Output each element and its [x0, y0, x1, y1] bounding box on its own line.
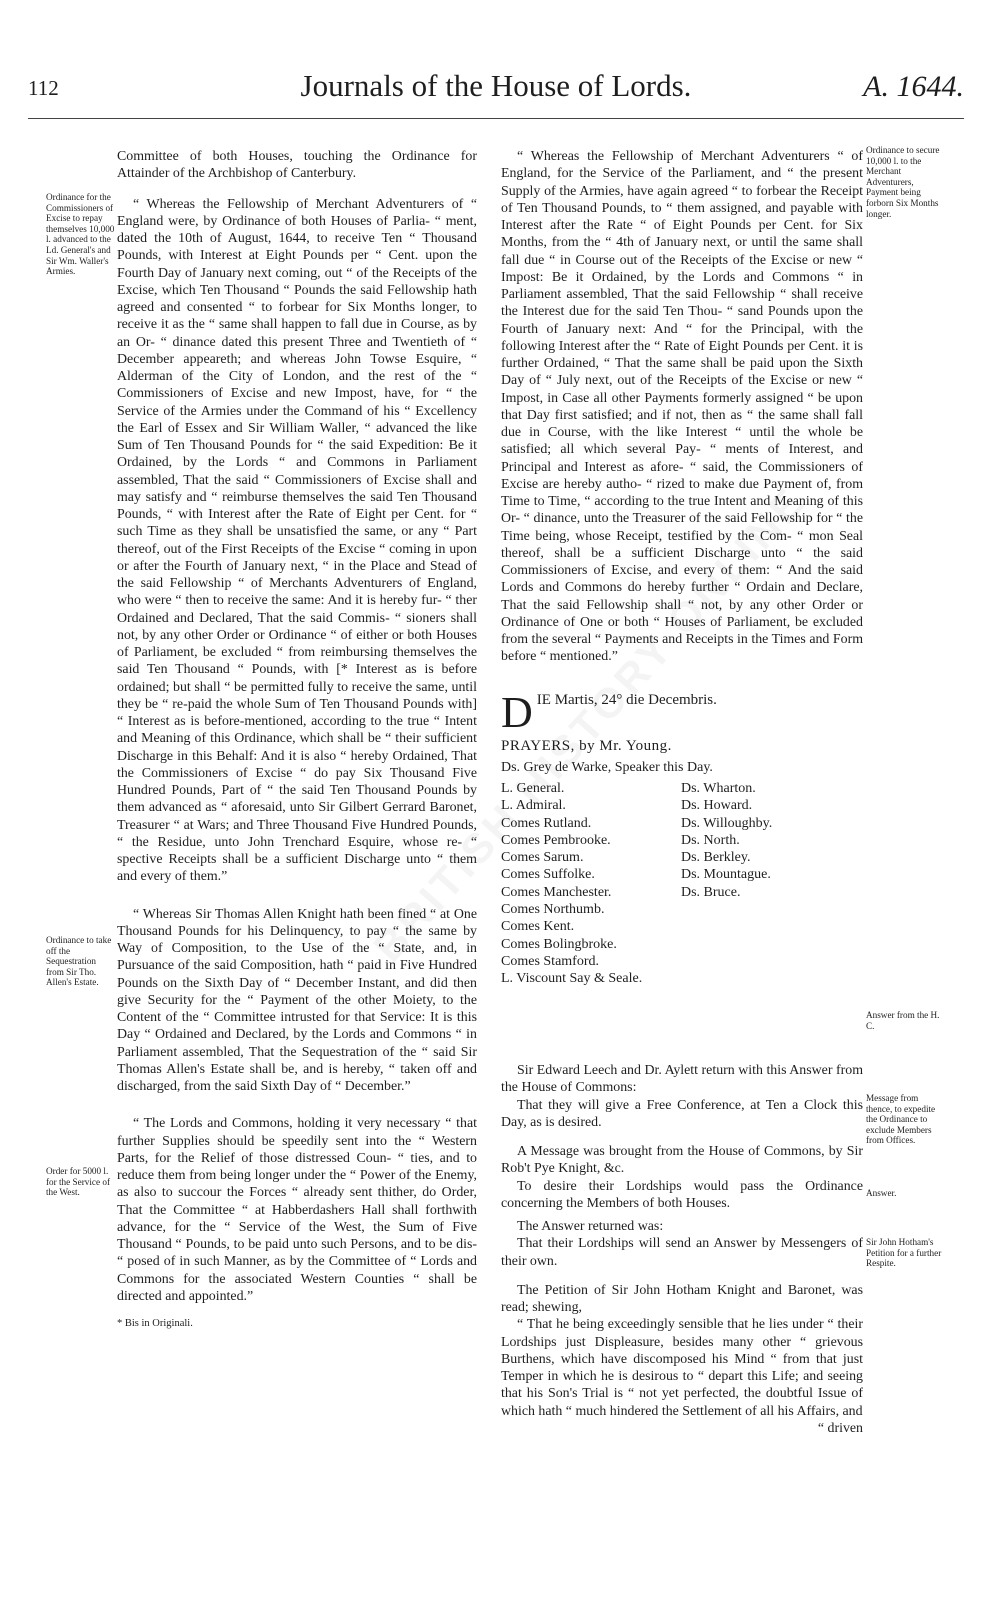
message-from-commons: A Message was brought from the House of Commons, by Sir Rob't Pye Knight, &c. — [501, 1144, 863, 1177]
lord-name: Comes Sarum. — [501, 850, 584, 866]
lord-name: Ds. Howard. — [681, 798, 753, 814]
hotham-petition-text: “ That he being exceedingly sensible that he lies under “ their Lordships just Displeasure, besides many other “ grievous Burthens, which have discomposed his Mind “ from that just Temper in which he is desirous to “ depart this Life; and seeing that his Son's Trial is “ not yet perfected, the doubtful Issue of which hath “ much hindered the Settlement of all his Affairs, and — [501, 1317, 863, 1419]
answer-returned: The Answer returned was: — [517, 1219, 664, 1234]
answer-content: That their Lordships will send an Answer by Messengers of their own. — [501, 1236, 863, 1269]
lord-name: Comes Kent. — [501, 919, 575, 935]
lords-list-right — [681, 780, 851, 901]
lord-name: Comes Northumb. — [501, 902, 605, 918]
year-heading: A. 1644. — [863, 70, 964, 103]
lords-present-list — [501, 780, 863, 1050]
date-heading — [501, 687, 863, 737]
lord-name: L. Admiral. — [501, 798, 566, 814]
margin-note-hotham-petition: Sir John Hotham's Petition for a further Respite. — [866, 1237, 942, 1269]
lord-name: Ds. Wharton. — [681, 781, 756, 796]
lord-name: Ds. Berkley. — [681, 850, 751, 866]
margin-note-allen-sequestration: Ordinance to take off the Sequestration from Sir Tho. Allen's Estate. — [46, 935, 112, 988]
allen-ordinance: “ Whereas Sir Thomas Allen Knight hath been fined “ at One Thousand Pounds for his Delinquency, to pay “ the same by Way of Composition, to the Use of the “ State, and, in Pursuance of the said Composition, hath “ paid in Five Hundred Pounds on the Sixth Day of “ December Instant, and did then give Security for the “ Payment of the other Moiety, to the Content of the “ Committee intrusted for that Service: It is this Day “ Ordained and Declared, by the Lords and Commons “ in Parliament assembled, That the Sequestration of the “ said Sir Thomas Allen's Estate shall be, and is hereby, “ taken off and discharged, from the said Sixth Day of “ December.” — [117, 906, 477, 1094]
hotham-petition: The Petition of Sir John Hotham Knight and Baronet, was read; shewing, — [501, 1282, 863, 1315]
free-conference: That they will give a Free Conference, at Ten a Clock this Day, as is desired. — [501, 1097, 863, 1130]
journal-title: Journals of the House of Lords. — [300, 68, 692, 103]
margin-note-merchant-adventurers: Ordinance to secure 10,000 l. to the Merchant Adventurers, Payment being forborn Six Months longer. — [866, 145, 940, 219]
lord-name: Comes Stamford. — [501, 953, 599, 969]
date-text: IE Martis, 24° die Decembris. — [536, 691, 717, 708]
lord-name: Ds. Bruce. — [681, 884, 741, 900]
left-column — [117, 148, 477, 1332]
merchant-ordinance: “ Whereas the Fellowship of Merchant Adventurers “ of England, for the Service of the Parliament, and “ the present Supply of the Armies, have again agreed “ to forbear the Receipt of Ten Thousand Pounds, to “ them assigned, and payable with Interest after the Rate “ of Eight Pounds per Cent. for Six Months, from the “ 4th of January next, or until the same shall fall due “ in Course out of the Receipts of the Excise or new “ Impost: Be it Ordained, by the Lords and Commons “ in Parliament assembled, That the said Fellowship “ shall receive the Interest due for the said Ten Thou- “ sand Pounds upon the Fourth of January next: And “ for the Principal, with the following Interest after the “ Rate of Eight Pounds per Cent. it is further Ordained, “ That the same shall be paid upon the Sixth Day of “ July next, out of the Receipts of the Excise or new “ Impost, in Case all other Payments formerly assigned “ be upon that Day first satisfied; and if not, then as “ the same shall fall due in Course, with the like Interest “ until the whole be satisfied; all which several Pay- “ ments of Interest, and Principal and Interest as afore- “ said, the Commissioners of Excise are hereby autho- “ rized to make due Payment of, from Time to Time, “ according to the true Intent and Meaning of this Or- “ dinance, unto the Treasurer of the said Fellowship for “ the Time being, whose Receipt, testified by the Com- “ mon Seal thereof, shall be a sufficient Discharge unto “ the said Commissioners of Excise, and every of them: “ And the said Lords and Commons do hereby further “ Ordain and Declare, That the said Fellowship shall “ not, by any other Order or Ordinance of One or both “ Houses of Parliament, be excluded from the several “ Payments and Receipts in the Times and Form before “ mentioned.” — [501, 149, 863, 665]
footnote: * Bis in Originali. — [117, 1318, 193, 1329]
lord-name: L. Viscount Say & Seale. — [501, 971, 643, 987]
header-rule — [28, 118, 964, 119]
message-content: To desire their Lordships would pass the Ordinance concerning the Members of both Houses. — [501, 1178, 863, 1211]
margin-note-message: Message from thence, to expedite the Ordinance to exclude Members from Offices. — [866, 1093, 936, 1146]
lord-name: Ds. Mountague. — [681, 867, 771, 883]
committee-intro: Committee of both Houses, touching the Ordinance for Attainder of the Archbishop of Canterbury. — [117, 149, 477, 182]
lord-name: Comes Suffolke. — [501, 867, 595, 883]
lord-name: Ds. Willoughby. — [681, 815, 773, 831]
right-column — [501, 148, 863, 1437]
margin-note-answer: Answer. — [866, 1188, 897, 1198]
lord-name: Comes Rutland. — [501, 815, 592, 831]
drop-cap: D — [501, 687, 533, 737]
lord-name: Ds. North. — [681, 832, 740, 848]
west-order: “ The Lords and Commons, holding it very necessary “ that further Supplies should be speedily sent into the “ Western Parts, for the Relief of those distressed Coun- “ ties, and to reduce them from being longer under the “ Power of the Enemy, as also to succour the Forces “ already sent thither, do Order, That the Committee “ at Habberdashers Hall shall forthwith advance, for the “ Service of the West, the Sum of Five Thousand “ Pounds, to be paid unto such Persons, and to be dis- “ posed of in such Manner, as by the Committee of “ Lords and Commons for the associated Western Counties “ shall be directed and appointed.” — [117, 1116, 477, 1304]
lord-name: Comes Manchester. — [501, 884, 612, 900]
leech-return: Sir Edward Leech and Dr. Aylett return with this Answer from the House of Commons: — [501, 1063, 863, 1096]
prayers-line: PRAYERS, by Mr. Young. — [501, 737, 672, 754]
catchword: “ driven — [817, 1420, 863, 1436]
excise-ordinance: “ Whereas the Fellowship of Merchant Adventurers of “ England were, by Ordinance of both Houses of Parlia- “ ment, dated the 10th of August, 1644, to receive Ten “ Thousand Pounds, with Interest at Eight Pounds per “ Cent. upon the Fourth Day of January next coming, out “ of the Receipts of the Excise, which Ten Thousand “ Pounds the said Fellowship hath agreed and consented “ to forbear for Six Months longer, to receive it as the “ same shall happen to fall due in Course, as by an Or- “ dinance dated this present Three and Twentieth of “ December appeareth; and whereas John Towse Esquire, “ Alderman of the City of London, and the rest of the “ Commissioners of Excise and new Impost, have, for “ the Service of the Armies under the Command of his “ Excellency the Earl of Essex and Sir William Waller, “ advanced the like Sum of Ten Thousand Pounds for “ the said Expedition: Be it Ordained, by the Lords “ and Commons in Parliament assembled, That the said “ Commissioners of Excise shall and may satisfy and “ reimburse themselves the said Ten Thousand Pounds, “ with Interest after the Rate of Eight per Cent. for “ such Time as they shall be unsatisfied the same, or any “ Part thereof, out of the First Receipts of the Excise “ coming in upon or after the Fourth of January next, “ in the Place and Stead of the said Fellowship “ of Merchants Adventurers of England, who were “ then to receive the same: And it is hereby fur- “ ther Ordained and Declared, That the said Commis- “ sioners shall not, by any other Order or Ordinance “ of either or both Houses of Parliament, be excluded “ from reimbursing themselves the said Ten Thousand “ Pounds, with [* Interest as is before ordained; but shall “ be permitted fully to receive the same, until they be “ re-paid the whole Sum of Ten Thousand Pounds with] “ Interest as is before-mentioned, according to the true “ Intent and Meaning of this Ordinance, which shall be “ their sufficient Discharge in this Behalf: And it is also “ hereby Ordained, That the Commissioners of Excise “ do pay Six Thousand Five Hundred Pounds, Part of “ the said Ten Thousand Pounds by them advanced as “ aforesaid, unto Sir Gilbert Gerrard Baronet, Treasurer “ at Wars; and Three Thousand Five Hundred Pounds, “ the Residue, unto John Trenchard Esquire, whose re- “ spective Receipts shall be a sufficient Discharge unto “ them and every of them.” — [117, 196, 477, 885]
lords-list-left — [501, 780, 681, 988]
margin-note-excise-repay: Ordinance for the Commissioners of Excise to repay themselves 10,000 l. advanced to the Ld. General's and Sir Wm. Waller's Armies. — [46, 192, 115, 277]
margin-note-west-supply: Order for 5000 l. for the Service of the West. — [46, 1166, 111, 1198]
speaker-line: Ds. Grey de Warke, Speaker this Day. — [501, 759, 713, 775]
lord-name: L. General. — [501, 781, 565, 796]
lord-name: Comes Bolingbroke. — [501, 936, 617, 952]
lord-name: Comes Pembrooke. — [501, 832, 611, 848]
running-head — [28, 66, 964, 114]
page-number: 112 — [28, 76, 59, 100]
margin-note-answer-hc: Answer from the H. C. — [866, 1010, 940, 1031]
